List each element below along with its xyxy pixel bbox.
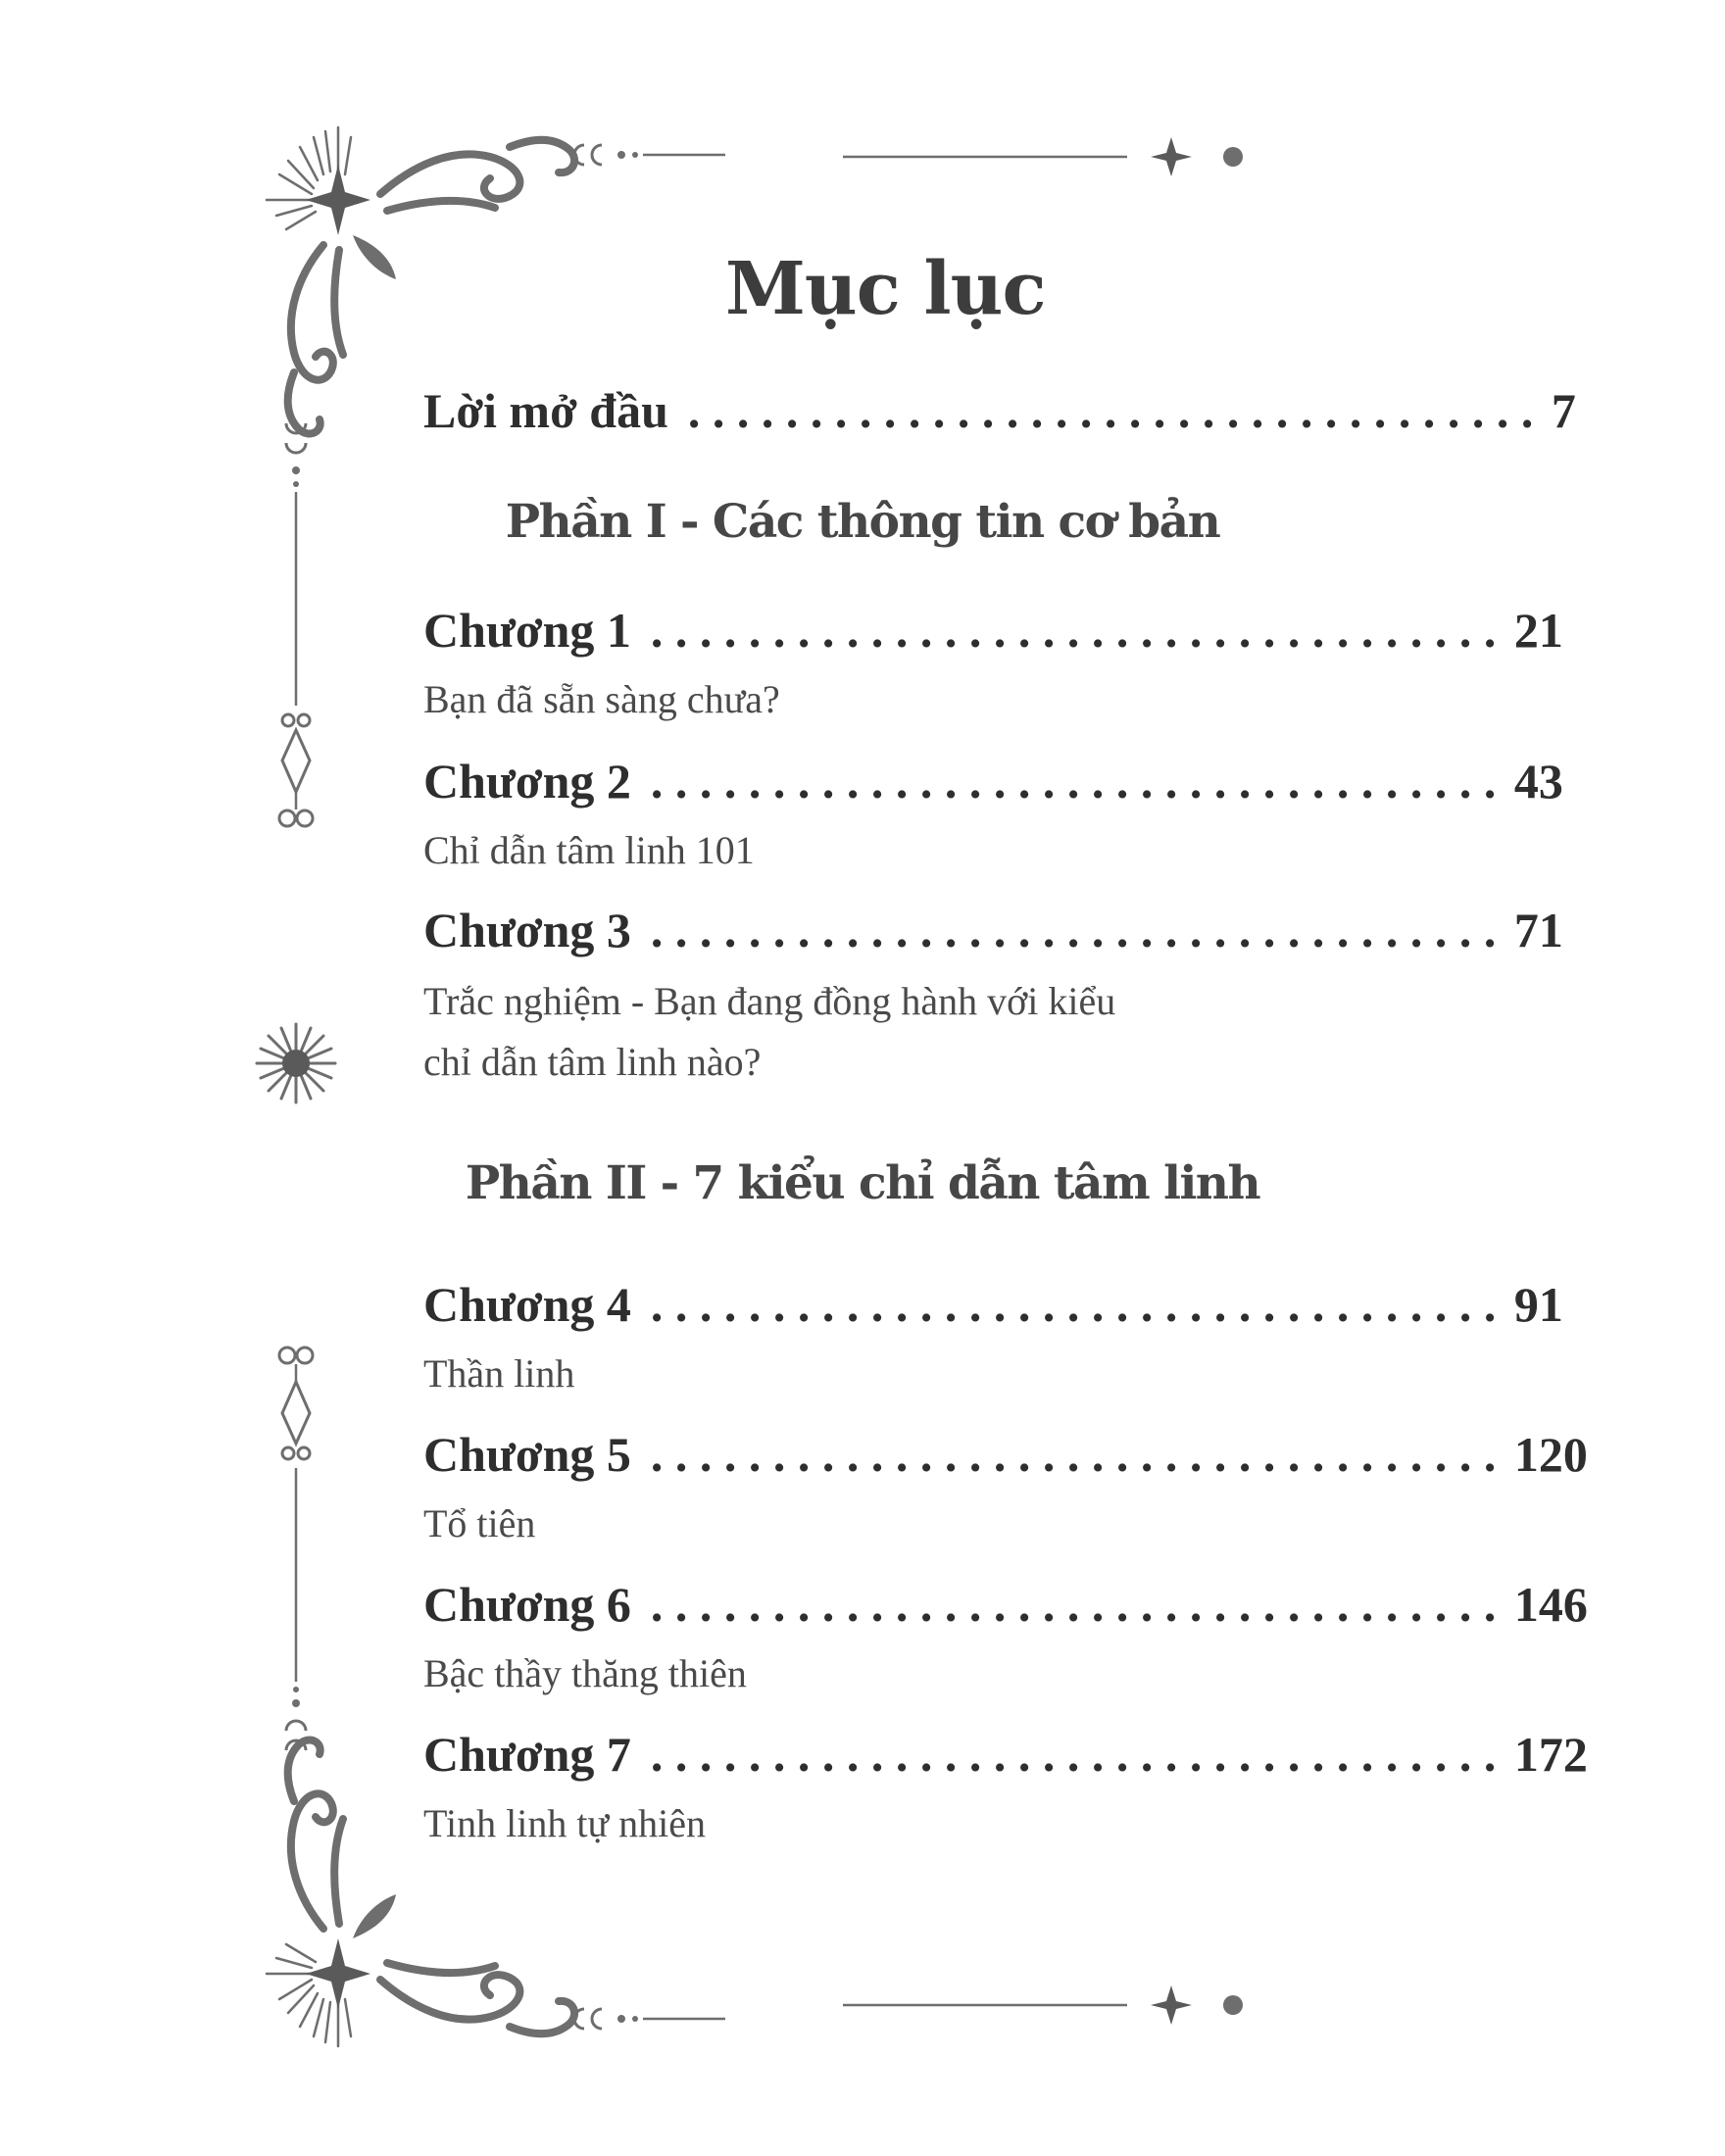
chapter-subtitle: Tinh linh tự nhiên — [423, 1801, 707, 1845]
toc-entry-intro — [423, 382, 1576, 445]
entry-page: 7 — [1551, 383, 1576, 438]
part-heading-1: Phần I - Các thông tin cơ bản — [505, 495, 1220, 549]
toc-entry-chapter-2 — [423, 753, 1563, 815]
entry-label: Chương 3 — [423, 903, 631, 957]
chapter-subtitle-line-1: Trắc nghiệm - Bạn đang đồng hành với kiểu — [423, 979, 1116, 1023]
entry-label: Lời mở đầu — [423, 383, 668, 438]
dot-leader: ................................... — [650, 1427, 1508, 1482]
chapter-subtitle: Bạn đã sẵn sàng chưa? — [423, 677, 780, 721]
toc-entry-chapter-6 — [423, 1576, 1588, 1639]
entry-page: 21 — [1513, 603, 1563, 658]
entry-page: 120 — [1513, 1427, 1588, 1482]
entry-label: Chương 1 — [423, 603, 631, 658]
dot-leader: ................................... — [650, 603, 1508, 658]
chapter-subtitle-line-2: chỉ dẫn tâm linh nào? — [423, 1040, 762, 1084]
dot-leader: ................................... — [650, 754, 1508, 808]
chapter-subtitle: Thần linh — [423, 1351, 575, 1396]
chapter-subtitle: Bậc thầy thăng thiên — [423, 1651, 747, 1695]
chapter-subtitle: Chỉ dẫn tâm linh 101 — [423, 828, 755, 872]
entry-label: Chương 2 — [423, 754, 631, 808]
dot-leader: ................................... — [650, 1577, 1508, 1632]
part-heading-2: Phần II - 7 kiểu chỉ dẫn tâm linh — [465, 1156, 1260, 1210]
dot-leader: ................................... — [650, 903, 1508, 957]
entry-page: 172 — [1513, 1727, 1588, 1782]
entry-page: 71 — [1513, 903, 1563, 957]
toc-entry-chapter-3 — [423, 902, 1563, 964]
toc-entry-chapter-1 — [423, 602, 1563, 664]
toc-entry-chapter-7 — [423, 1726, 1588, 1788]
dot-leader: ................................... — [687, 383, 1546, 438]
entry-label: Chương 7 — [423, 1727, 631, 1782]
toc-entry-chapter-5 — [423, 1426, 1588, 1489]
entry-page: 146 — [1513, 1577, 1588, 1632]
dot-leader: ................................... — [650, 1727, 1508, 1782]
chapter-subtitle: Tổ tiên — [423, 1501, 536, 1545]
dot-leader: ................................... — [650, 1277, 1508, 1332]
entry-label: Chương 4 — [423, 1277, 631, 1332]
toc-entry-chapter-4 — [423, 1276, 1563, 1339]
entry-page: 91 — [1513, 1277, 1563, 1332]
entry-label: Chương 5 — [423, 1427, 631, 1482]
entry-page: 43 — [1513, 754, 1563, 808]
page-title: Mục lục — [725, 247, 1046, 331]
entry-label: Chương 6 — [423, 1577, 631, 1632]
